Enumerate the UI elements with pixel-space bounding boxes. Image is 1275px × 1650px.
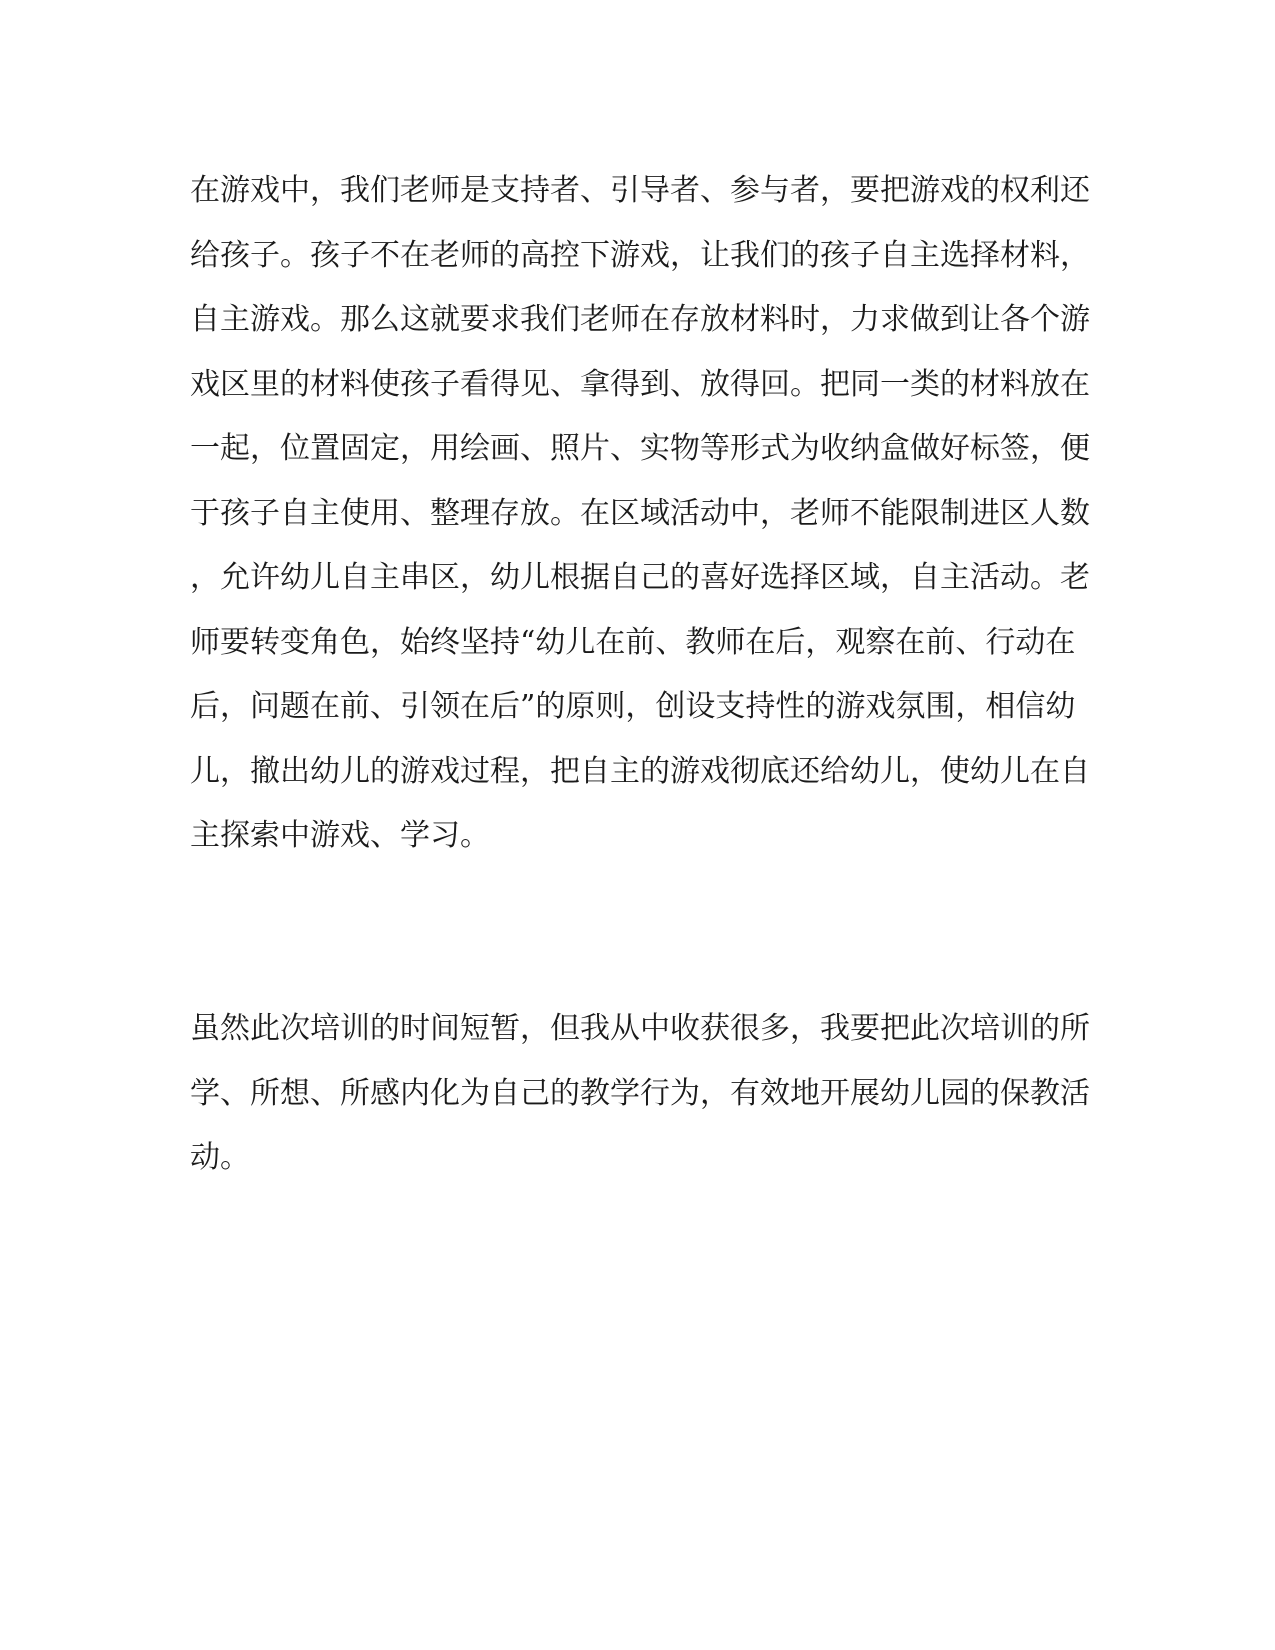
paragraph-line: 在游戏中，我们老师是支持者、引导者、参与者，要把游戏的权利还 [190,173,1090,208]
paragraph-line: 学、所想、所感内化为自己的教学行为，有效地开展幼儿园的保教活 [190,1075,1090,1111]
paragraph-line: 动。 [190,1140,250,1175]
paragraph-line: ，允许幼儿自主串区，幼儿根据自己的喜好选择区域，自主活动。老 [190,560,1090,595]
paragraph-line: 给孩子。孩子不在老师的高控下游戏，让我们的孩子自主选择材料， [190,237,1090,273]
paragraph-game-role [190,159,1090,869]
paragraph-line: 戏区里的材料使孩子看得见、拿得到、放得回。把同一类的材料放在 [190,366,1090,402]
paragraph-line: 儿，撤出幼儿的游戏过程，把自主的游戏彻底还给幼儿，使幼儿在自 [190,753,1090,789]
paragraph-line: 师要转变角色，始终坚持“幼儿在前、教师在后，观察在前、行动在 [190,624,1076,660]
paragraph-line: 后，问题在前、引领在后”的原则，创设支持性的游戏氛围，相信幼 [190,689,1076,724]
paragraph-conclusion [190,997,1090,1191]
paragraph-line: 自主游戏。那么这就要求我们老师在存放材料时，力求做到让各个游 [190,302,1090,337]
paragraph-line: 一起，位置固定，用绘画、照片、实物等形式为收纳盒做好标签，便 [190,431,1090,466]
paragraph-line: 主探索中游戏、学习。 [190,818,490,853]
paragraph-line: 虽然此次培训的时间短暂，但我从中收获很多，我要把此次培训的所 [190,1011,1090,1046]
paragraph-line: 于孩子自主使用、整理存放。在区域活动中，老师不能限制进区人数 [190,495,1090,531]
